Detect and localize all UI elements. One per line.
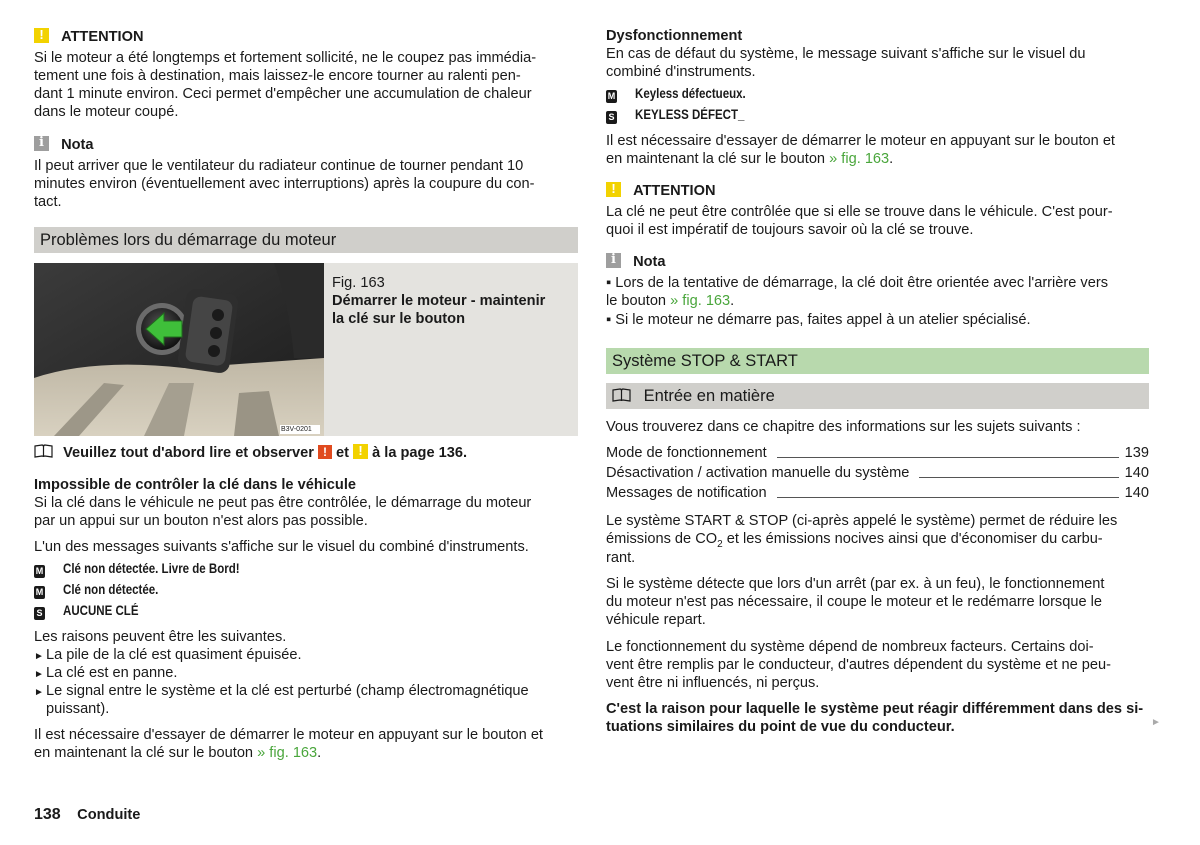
message-item: M Keyless défectueux. — [607, 86, 746, 101]
section-heading-startup-problems: Problèmes lors du démarrage du moteur — [34, 227, 578, 253]
square-bullet-icon: ▪ — [606, 275, 612, 291]
badge-icon: M — [35, 566, 44, 576]
chapter-name: Conduite — [77, 807, 141, 823]
paragraph-line: Les raisons peuvent être les suivantes. — [34, 629, 287, 645]
paragraph-line: Il est nécessaire d'essayer de démarrer le moteur en appuyant sur le bouton et — [34, 727, 543, 743]
paragraph-line: vent être ni influencés, ni perçus. — [606, 675, 820, 691]
paragraph-line: du moteur n'est pas nécessaire, il coupe le moteur et le redémarre lorsque le — [606, 594, 1102, 610]
nota-heading: i Nota — [606, 253, 666, 271]
paragraph-line: par un appui sur un bouton n'est alors pas possible. — [34, 513, 368, 529]
figure-block — [34, 263, 578, 436]
toc-row[interactable] — [606, 442, 1149, 462]
info-icon — [34, 136, 49, 151]
toc-row[interactable] — [606, 462, 1149, 482]
paragraph-line: En cas de défaut du système, le message suivant s'affiche sur le visuel du — [606, 46, 1086, 62]
section-heading-stop-start: Système STOP & START — [606, 348, 1149, 374]
paragraph-line: émissions de $CO_2$ et les émissions nocives ainsi que d'économiser du carbu- — [606, 531, 1103, 550]
attention-heading: ! ATTENTION — [606, 182, 715, 200]
reason-item: ► La clé est en panne. — [34, 664, 177, 684]
paragraph-line: combiné d'instruments. — [606, 64, 756, 80]
toc-row[interactable] — [606, 482, 1149, 502]
attention-line: Si le moteur a été longtemps et fortement sollicité, ne le coupez pas immédia- — [34, 50, 537, 66]
paragraph-line: vent être remplis par le conducteur, d'autres dépendent du système et ne peu- — [606, 657, 1111, 673]
arrow-bullet-icon: ► — [34, 687, 44, 698]
nota-bullet: ▪ Lors de la tentative de démarrage, la clé doit être orientée avec l'arrière vers — [606, 275, 1108, 291]
paragraph-line: Il est nécessaire d'essayer de démarrer le moteur en appuyant sur le bouton et — [606, 133, 1115, 149]
attention-line: quoi il est impératif de toujours savoir où la clé se trouve. — [606, 222, 974, 238]
toc-page: 140 — [1124, 485, 1149, 501]
reason-item-continued: puissant). — [46, 701, 110, 717]
toc-label: Messages de notification — [606, 485, 767, 501]
paragraph-line: rant. — [606, 550, 636, 566]
book-icon — [612, 388, 631, 402]
paragraph-line: en maintenant la clé sur le bouton » fig. 163. — [34, 745, 322, 761]
toc-leader — [777, 497, 1119, 498]
sub-heading-introduction: Entrée en matière — [606, 383, 1149, 409]
stop-warning-icon — [318, 445, 332, 459]
paragraph-line: C'est la raison pour laquelle le système peut réagir différemment dans des si- — [606, 701, 1144, 717]
paragraph-line: Si la clé dans le véhicule ne peut pas être contrôlée, le démarrage du moteur — [34, 495, 532, 511]
nota-bullet: ▪ Si le moteur ne démarre pas, faites appel à un atelier spécialisé. — [606, 312, 1031, 328]
paragraph-line: Si le système détecte que lors d'un arrêt (par ex. à un feu), le fonctionnement — [606, 576, 1105, 592]
toc-page: 139 — [1124, 445, 1149, 461]
paragraph-line: Le système START & STOP (ci-après appelé le système) permet de réduire les — [606, 513, 1118, 529]
paragraph-line: en maintenant la clé sur le bouton » fig. 163. — [606, 151, 894, 167]
nota-bullet-continued: le bouton » fig. 163. — [606, 293, 735, 309]
toc-page: 140 — [1124, 465, 1149, 481]
info-icon — [606, 253, 621, 268]
attention-line: dant 1 minute environ. Ceci permet d'empêcher une accumulation de chaleur — [34, 86, 532, 102]
paragraph-line: véhicule repart. — [606, 612, 706, 628]
figure-number: Fig. 163 — [332, 275, 385, 291]
nota-heading: i Nota — [34, 136, 94, 154]
page-footer — [34, 805, 140, 825]
attention-line: tement une fois à destination, mais laissez-le encore tourner au ralenti pen- — [34, 68, 521, 84]
figure-caption-line: Démarrer le moteur - maintenir — [332, 293, 546, 309]
toc-label: Désactivation / activation manuelle du système — [606, 465, 910, 481]
paragraph-line: tuations similaires du point de vue du conducteur. — [606, 719, 955, 735]
page-number: 138 — [34, 806, 61, 823]
toc-leader — [777, 457, 1119, 458]
nota-line: Il peut arriver que le ventilateur du radiateur continue de tourner pendant 10 — [34, 158, 524, 174]
paragraph-line: Vous trouverez dans ce chapitre des informations sur les sujets suivants : — [606, 419, 1081, 435]
attention-line: dans le moteur coupé. — [34, 104, 179, 120]
square-bullet-icon: ▪ — [606, 312, 612, 328]
figure-link[interactable]: » fig. 163 — [670, 293, 731, 309]
figure-caption-line: la clé sur le bouton — [332, 311, 465, 327]
arrow-bullet-icon: ► — [34, 669, 44, 680]
book-icon — [34, 444, 53, 458]
reason-item: ► La pile de la clé est quasiment épuisée. — [34, 646, 302, 666]
nota-line: tact. — [34, 194, 62, 210]
badge-icon: S — [34, 607, 45, 620]
message-item: M Clé non détectée. — [35, 582, 159, 597]
continue-arrow-icon: ► — [1151, 717, 1161, 728]
badge-icon: M — [35, 587, 44, 597]
figure-link[interactable]: » fig. 163 — [829, 151, 890, 167]
arrow-bullet-icon: ► — [34, 651, 44, 662]
attention-line: La clé ne peut être contrôlée que si elle se trouve dans le véhicule. C'est pour- — [606, 204, 1113, 220]
attention-heading: ! ATTENTION — [34, 28, 143, 46]
message-item: S AUCUNE CLÉ — [34, 603, 45, 621]
figure-link[interactable]: » fig. 163 — [257, 745, 318, 761]
toc-leader — [919, 477, 1118, 478]
paragraph-line: Le fonctionnement du système dépend de nombreux facteurs. Certains doi- — [606, 639, 1094, 655]
toc-label: Mode de fonctionnement — [606, 445, 767, 461]
figure-image — [34, 263, 324, 436]
warning-icon — [34, 28, 49, 43]
subheading-malfunction: Dysfonctionnement — [606, 28, 743, 44]
read-first-line: Veuillez tout d'abord lire et observer ! et ! à la page 136. — [34, 444, 467, 462]
message-item: S KEYLESS DÉFECT_ — [606, 107, 617, 125]
figure-code: B3V-0201 — [281, 426, 312, 433]
badge-icon: M — [607, 91, 616, 101]
subheading-key-not-detected: Impossible de contrôler la clé dans le véhicule — [34, 477, 356, 493]
warning-icon — [606, 182, 621, 197]
paragraph-line: L'un des messages suivants s'affiche sur le visuel du combiné d'instruments. — [34, 539, 529, 555]
badge-icon: S — [606, 111, 617, 124]
nota-line: minutes environ (éventuellement avec interruptions) après la coupure du con- — [34, 176, 535, 192]
reason-item: ► Le signal entre le système et la clé est perturbé (champ électromagnétique — [34, 682, 529, 702]
warning-icon — [353, 444, 368, 459]
message-item: M Clé non détectée. Livre de Bord! — [35, 561, 240, 576]
